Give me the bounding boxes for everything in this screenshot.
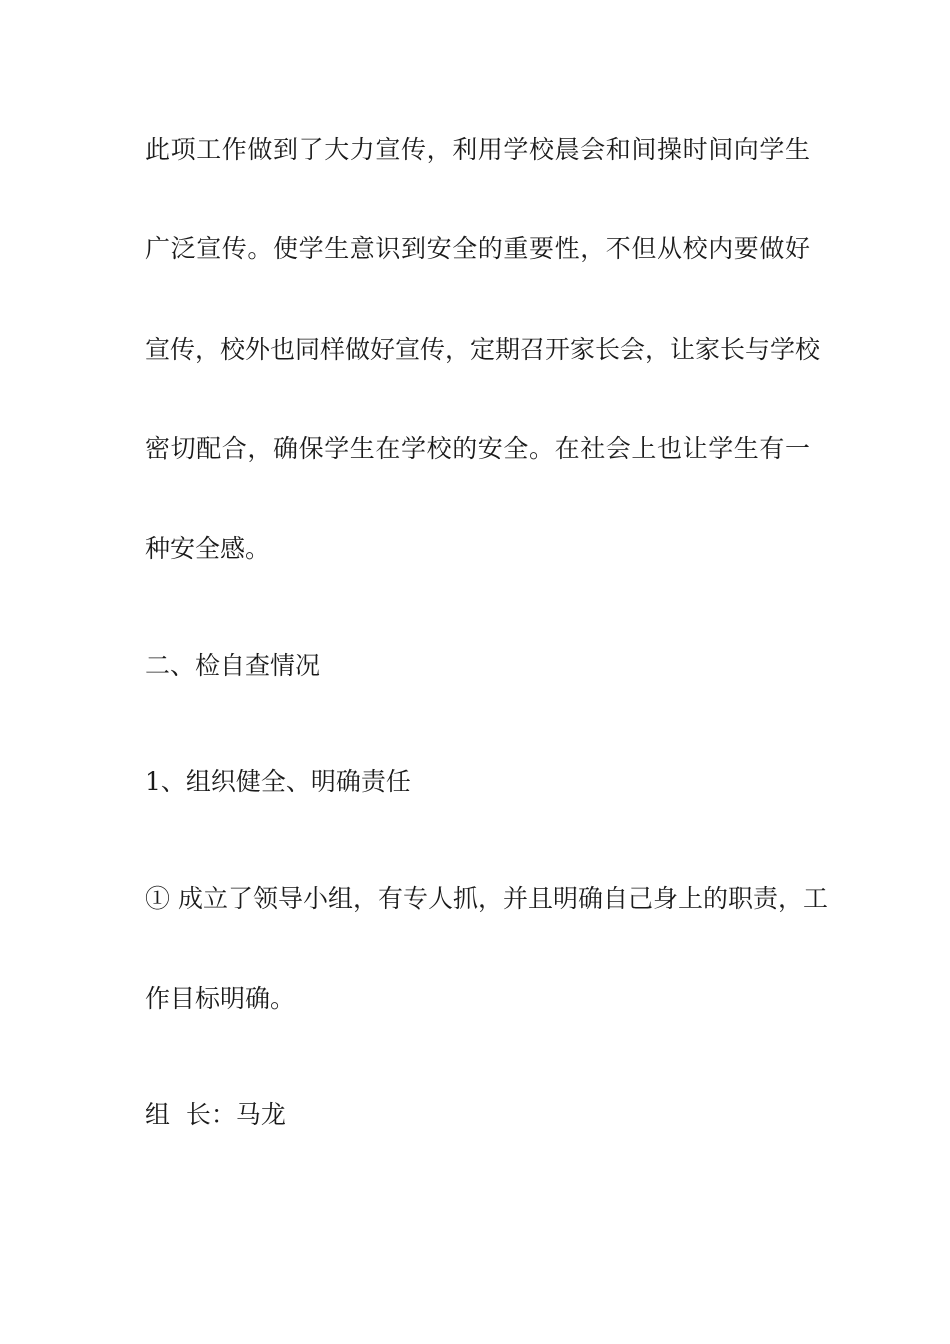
paragraph-line: 广泛宣传。使学生意识到安全的重要性，不但从校内要做好 (145, 234, 810, 263)
paragraph-line: ① 成立了领导小组，有专人抓，并且明确自己身上的职责，工 (145, 884, 828, 913)
paragraph-line: 作目标明确。 (145, 984, 296, 1013)
paragraph-line: 密切配合，确保学生在学校的安全。在社会上也让学生有一 (145, 434, 810, 463)
leader-line: 组 长：马龙 (145, 1100, 286, 1129)
paragraph-line: 种安全感。 (145, 534, 271, 563)
paragraph-line: 宣传，校外也同样做好宣传，定期召开家长会，让家长与学校 (145, 335, 821, 364)
section-heading: 二、检自查情况 (145, 651, 321, 680)
paragraph-line: 此项工作做到了大力宣传，利用学校晨会和间操时间向学生 (145, 135, 810, 164)
subsection-heading: 1、组织健全、明确责任 (145, 767, 411, 796)
